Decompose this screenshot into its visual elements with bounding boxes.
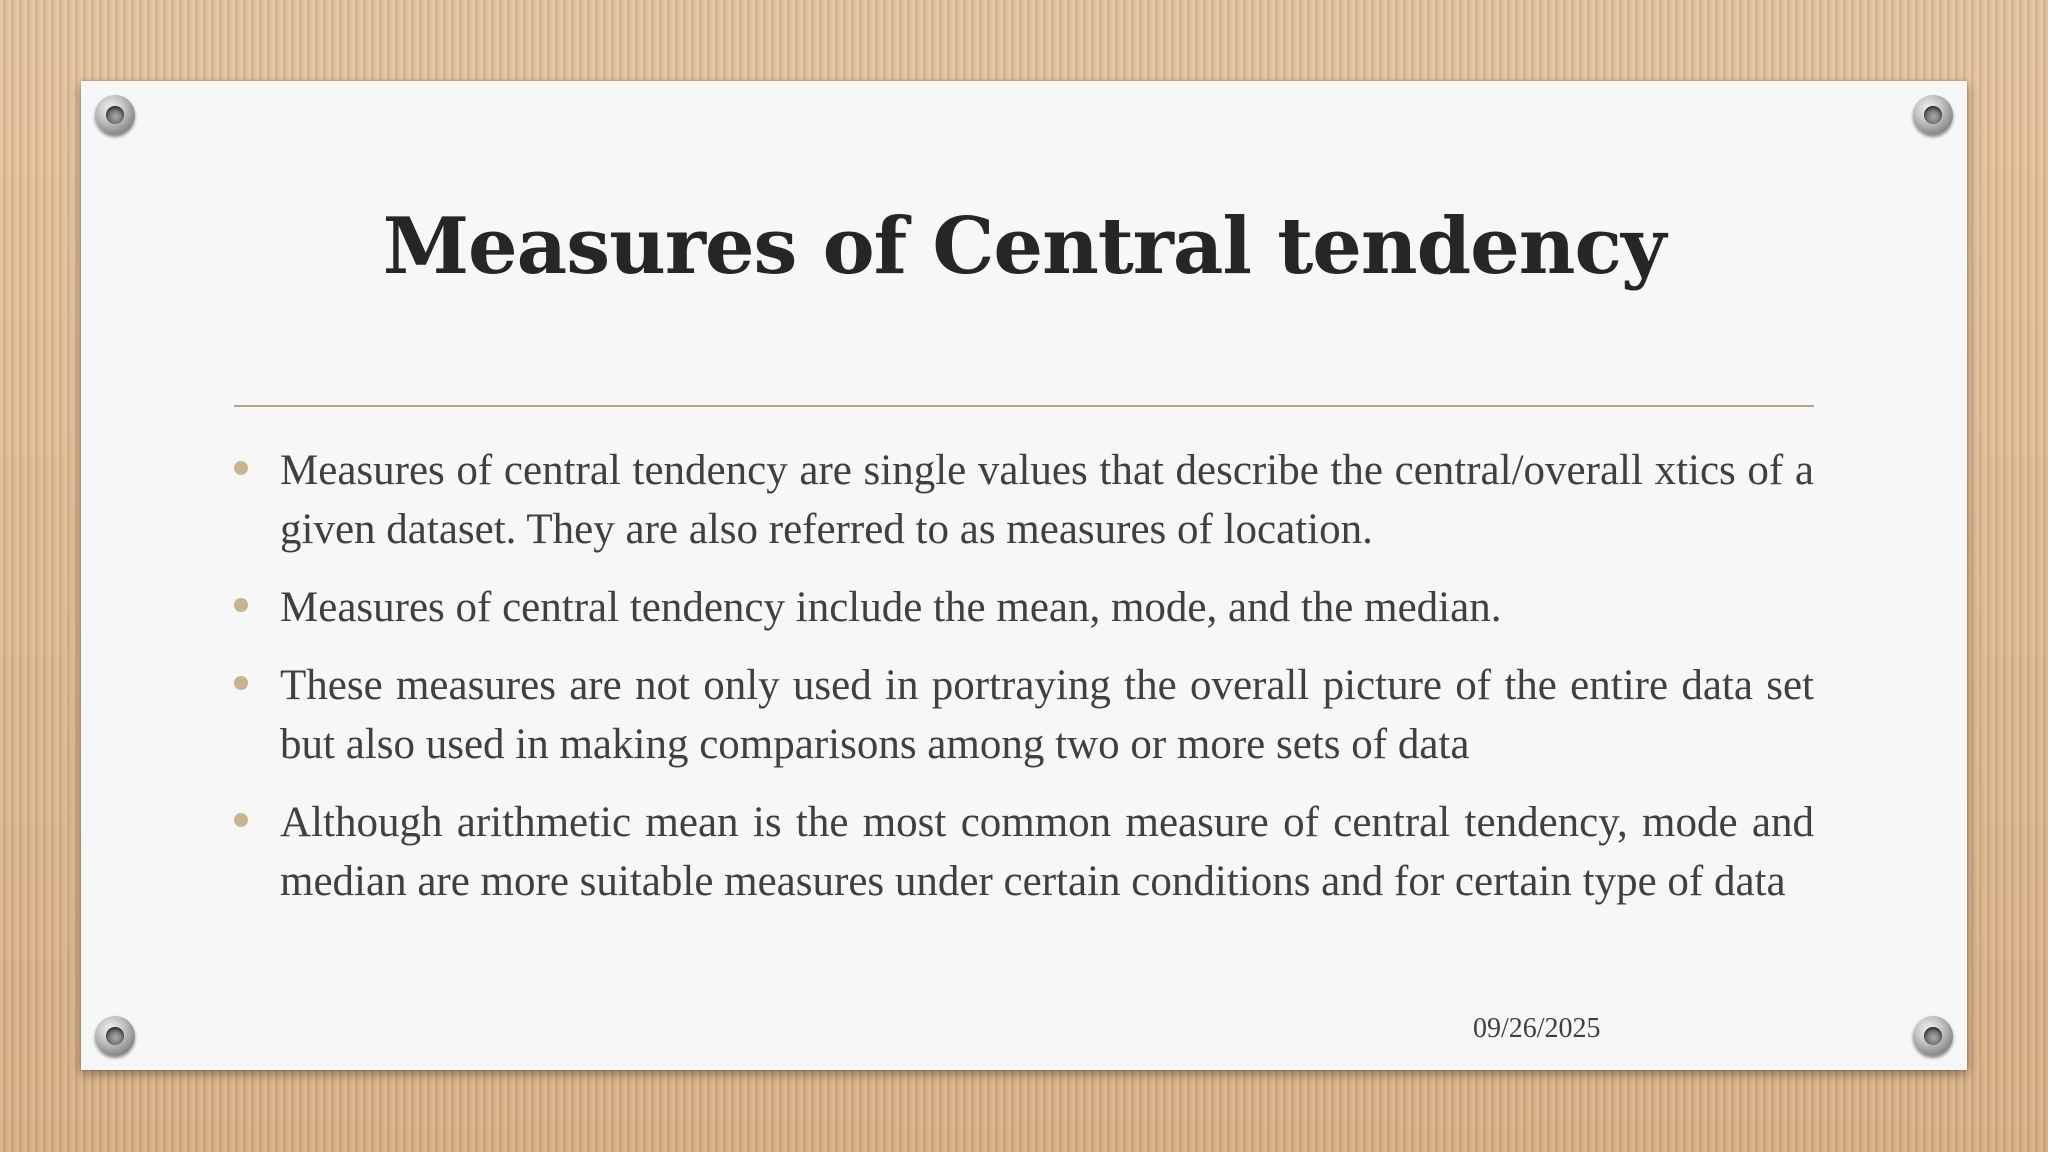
grommet-icon bbox=[95, 1016, 135, 1056]
bullet-list bbox=[234, 441, 1814, 930]
slide-date: 09/26/2025 bbox=[1473, 1013, 1601, 1044]
grommet-icon bbox=[95, 95, 135, 135]
grommet-icon bbox=[1913, 1016, 1953, 1056]
bullet-text: These measures are not only used in portraying the overall picture of the entire data set but also used in making comparisons among two or more sets of data bbox=[280, 662, 1814, 768]
bullet-dot-icon bbox=[234, 676, 248, 690]
bullet-item bbox=[234, 656, 1814, 774]
bullet-item bbox=[234, 793, 1814, 911]
title-divider bbox=[234, 405, 1814, 407]
bullet-dot-icon bbox=[234, 598, 248, 612]
bullet-text: Measures of central tendency are single values that describe the central/overall xtics of a given dataset. They are also referred to as measures of location. bbox=[280, 447, 1814, 553]
slide-card bbox=[81, 81, 1967, 1070]
bullet-item bbox=[234, 578, 1814, 637]
bullet-dot-icon bbox=[234, 813, 248, 827]
bullet-text: Although arithmetic mean is the most common measure of central tendency, mode and median are more suitable measures under certain conditions and for certain type of data bbox=[280, 799, 1814, 905]
slide-title: Measures of Central tendency bbox=[382, 201, 1666, 292]
bullet-text: Measures of central tendency include the mean, mode, and the median. bbox=[280, 584, 1502, 631]
grommet-icon bbox=[1913, 95, 1953, 135]
bullet-item bbox=[234, 441, 1814, 559]
bullet-dot-icon bbox=[234, 461, 248, 475]
